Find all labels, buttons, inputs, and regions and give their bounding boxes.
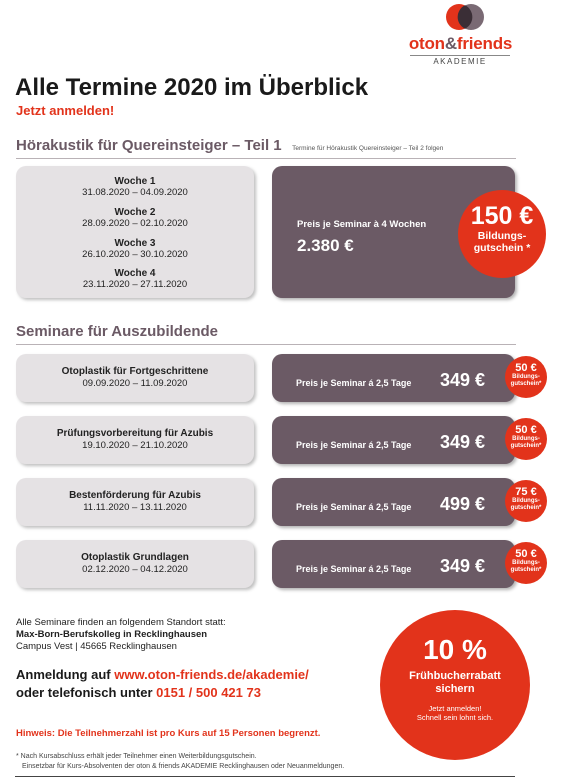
bottom-rule xyxy=(15,776,515,777)
seminar-price-label: Preis je Seminar á 2,5 Tage xyxy=(296,378,412,388)
early-bird-value: 10 % xyxy=(423,634,487,665)
seminar-voucher-badge xyxy=(505,542,547,584)
voucher-line2: gutschein * xyxy=(473,242,531,254)
seminar-voucher-value: 50 € xyxy=(515,424,537,436)
seminar-name: Bestenförderung für Azubis xyxy=(69,490,201,501)
seminar-price: 499 € xyxy=(440,494,486,514)
seminar-voucher-line2: gutschein* xyxy=(510,505,542,511)
seminar-price: 349 € xyxy=(440,556,486,576)
seminar-price-label: Preis je Seminar á 2,5 Tage xyxy=(296,564,412,574)
seminar-dates: 19.10.2020 – 21.10.2020 xyxy=(82,440,188,451)
registration-web-line xyxy=(16,667,309,682)
early-bird-badge xyxy=(380,610,530,760)
seminar-dates: 09.09.2020 – 11.09.2020 xyxy=(82,378,188,389)
section1-heading xyxy=(16,137,443,155)
section2-title: Seminare für Auszubildende xyxy=(16,323,218,340)
logo-rule xyxy=(410,55,510,56)
seminar-voucher-badge xyxy=(505,418,547,460)
early-bird-small2: Schnell sein lohnt sich. xyxy=(416,713,494,722)
section1-divider xyxy=(16,158,516,159)
early-bird-line2: sichern xyxy=(435,683,475,695)
location-address: Campus Vest | 45665 Recklinghausen xyxy=(16,641,177,652)
week-2-label: Woche 2 xyxy=(114,207,156,218)
seminar-voucher-line1: Bildungs- xyxy=(512,374,540,380)
seminar-voucher-line1: Bildungs- xyxy=(512,436,540,442)
participant-limit-hint: Hinweis: Die Teilnehmerzahl ist pro Kurs auf 15 Personen begrenzt. xyxy=(16,728,321,739)
early-bird-small1: Jetzt anmelden! xyxy=(428,704,482,713)
voucher-value: 150 € xyxy=(470,202,534,230)
section1-note: Termine für Hörakustik Quereinsteiger – Teil 2 folgen xyxy=(292,145,444,152)
week-2 xyxy=(16,207,254,229)
seminar-name: Otoplastik für Fortgeschrittene xyxy=(61,366,209,377)
week-3-label: Woche 3 xyxy=(114,238,156,249)
logo-circles-icon xyxy=(440,2,490,32)
registration-url-link[interactable]: www.oton-friends.de/akademie/ xyxy=(114,667,309,682)
seminar-voucher-line2: gutschein* xyxy=(510,381,542,387)
seminar-voucher-badge xyxy=(505,480,547,522)
seminar-voucher-value: 50 € xyxy=(515,548,537,560)
week-4-label: Woche 4 xyxy=(114,268,156,279)
location-intro: Alle Seminare finden an folgendem Standort statt: xyxy=(16,617,226,628)
registration-phone-line xyxy=(16,685,261,700)
page-title: Alle Termine 2020 im Überblick xyxy=(15,74,369,101)
section1-title: Hörakustik für Quereinsteiger – Teil 1 xyxy=(16,137,282,154)
seminar-voucher-value: 75 € xyxy=(515,486,537,498)
week-3 xyxy=(16,238,254,260)
seminar-voucher-line1: Bildungs- xyxy=(512,498,540,504)
seminar-name: Prüfungsvorbereitung für Azubis xyxy=(56,428,214,439)
voucher-line1: Bildungs- xyxy=(477,230,527,242)
logo-brand: oton&friends xyxy=(408,34,513,53)
week-1 xyxy=(16,176,254,198)
registration-phone-prefix: oder telefonisch unter xyxy=(16,685,157,700)
seminar-price-label: Preis je Seminar á 2,5 Tage xyxy=(296,502,412,512)
seminar-price: 349 € xyxy=(440,370,486,390)
seminar-voucher-line1: Bildungs- xyxy=(512,560,540,566)
week-1-label: Woche 1 xyxy=(114,176,156,187)
seminar-voucher-value: 50 € xyxy=(515,362,537,374)
seminar-price: 349 € xyxy=(440,432,486,452)
seminar-name: Otoplastik Grundlagen xyxy=(81,552,189,563)
seminar-voucher-line2: gutschein* xyxy=(510,443,542,449)
footnote-line2: Einsetzbar für Kurs-Absolventen der oton & friends AKADEMIE Recklinghausen oder Neuanmeldungen. xyxy=(22,763,345,770)
section1-price: 2.380 € xyxy=(297,236,354,255)
footnote-line1: * Nach Kursabschluss erhält jeder Teilnehmer einen Weiterbildungsgutschein. xyxy=(16,753,257,760)
registration-web-prefix: Anmeldung auf xyxy=(16,667,115,682)
seminar-price-label: Preis je Seminar á 2,5 Tage xyxy=(296,440,412,450)
registration-phone: 0151 / 500 421 73 xyxy=(156,685,261,700)
section1-price-label: Preis je Seminar à 4 Wochen xyxy=(297,219,427,230)
week-2-dates: 28.09.2020 – 02.10.2020 xyxy=(82,218,188,229)
seminar-voucher-badge xyxy=(505,356,547,398)
early-bird-line1: Frühbucherrabatt xyxy=(409,670,501,682)
seminar-voucher-line2: gutschein* xyxy=(510,567,542,573)
location-name: Max-Born-Berufskolleg in Recklinghausen xyxy=(16,629,208,640)
voucher-badge xyxy=(458,190,546,278)
week-4 xyxy=(16,268,254,290)
section2-divider xyxy=(16,344,516,345)
week-4-dates: 23.11.2020 – 27.11.2020 xyxy=(82,279,188,290)
logo-subtitle: AKADEMIE xyxy=(433,57,487,66)
seminar-dates: 11.11.2020 – 13.11.2020 xyxy=(83,502,187,513)
week-3-dates: 26.10.2020 – 30.10.2020 xyxy=(82,249,188,260)
week-1-dates: 31.08.2020 – 04.09.2020 xyxy=(82,187,188,198)
page-subtitle: Jetzt anmelden! xyxy=(16,103,115,118)
seminar-dates: 02.12.2020 – 04.12.2020 xyxy=(82,564,188,575)
